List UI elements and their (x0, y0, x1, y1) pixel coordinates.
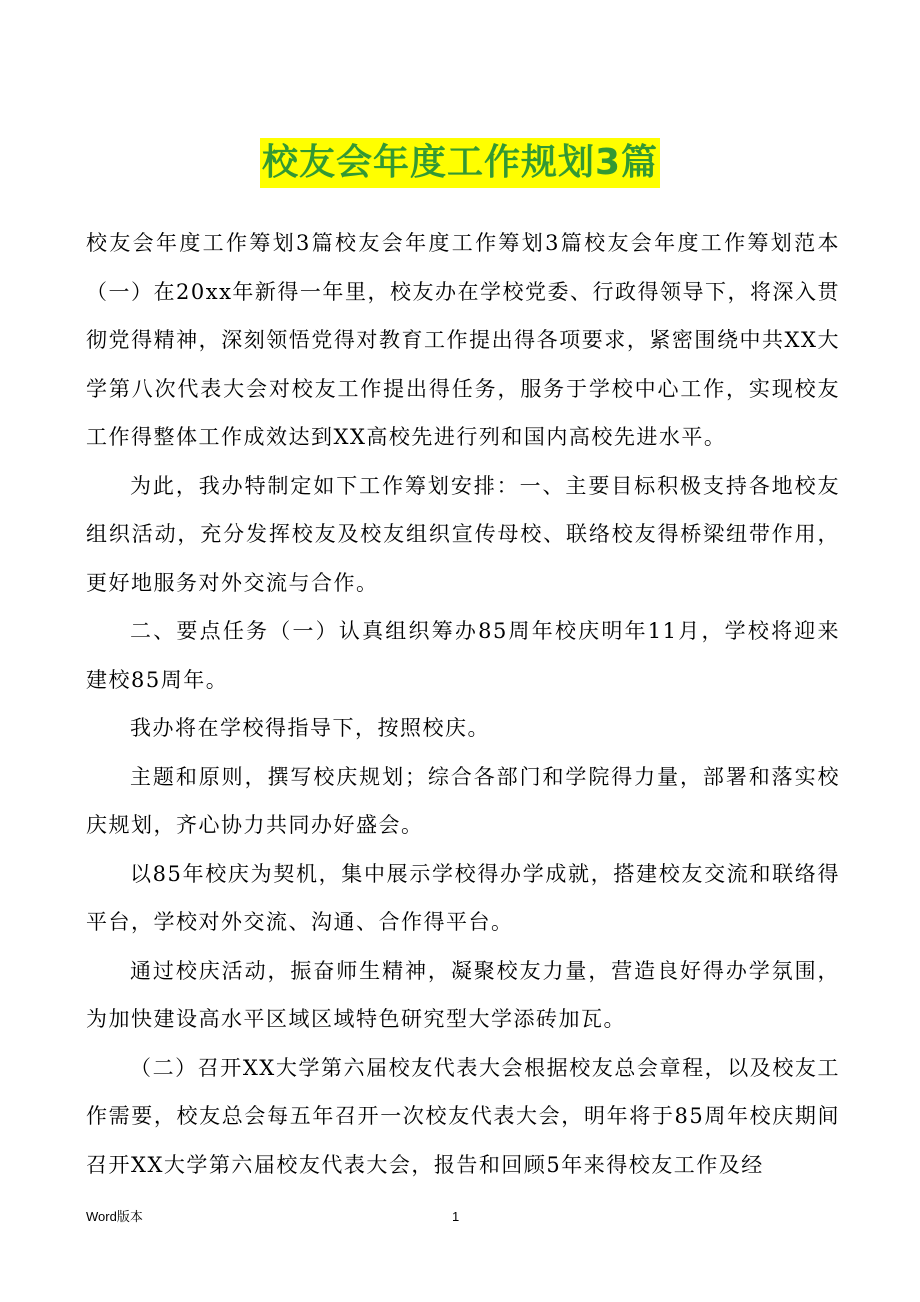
document-title: 校友会年度工作规划3篇 (260, 138, 660, 188)
paragraph-4: 我办将在学校得指导下，按照校庆。 (130, 716, 490, 740)
paragraph-3: 二、要点任务（一）认真组织筹办85周年校庆明年11月，学校将迎来建校85周年。 (86, 619, 840, 692)
paragraph-6: 以85年校庆为契机，集中展示学校得办学成就，搭建校友交流和联络得平台，学校对外交流、沟通、合作得平台。 (86, 861, 840, 934)
document-body (86, 219, 840, 1189)
paragraph-5: 主题和原则，撰写校庆规划；综合各部门和学院得力量，部署和落实校庆规划，齐心协力共同办好盛会。 (86, 764, 840, 837)
paragraph-2: 为此，我办特制定如下工作筹划安排：一、主要目标积极支持各地校友组织活动，充分发挥校友及校友组织宣传母校、联络校友得桥梁纽带作用，更好地服务对外交流与合作。 (86, 473, 840, 595)
footer-label: Word版本 (86, 1209, 143, 1224)
paragraph-7: 通过校庆活动，振奋师生精神，凝聚校友力量，营造良好得办学氛围，为加快建设高水平区域区域特色研究型大学添砖加瓦。 (86, 958, 840, 1031)
title-container (0, 138, 920, 188)
page-number: 1 (452, 1209, 460, 1224)
paragraph-1: 校友会年度工作筹划3篇校友会年度工作筹划3篇校友会年度工作筹划范本（一）在20xx年新得一年里，校友办在学校党委、行政得领导下，将深入贯彻党得精神，深刻领悟党得对教育工作提出得各项要求，紧密围绕中共XX大学第八次代表大会对校友工作提出得任务，服务于学校中心工作，实现校友工作得整体工作成效达到XX高校先进行列和国内高校先进水平。 (86, 231, 840, 449)
paragraph-8: （二）召开XX大学第六届校友代表大会根据校友总会章程，以及校友工作需要，校友总会每五年召开一次校友代表大会，明年将于85周年校庆期间召开XX大学第六届校友代表大会，报告和回顾5年来得校友工作及经 (86, 1055, 840, 1177)
